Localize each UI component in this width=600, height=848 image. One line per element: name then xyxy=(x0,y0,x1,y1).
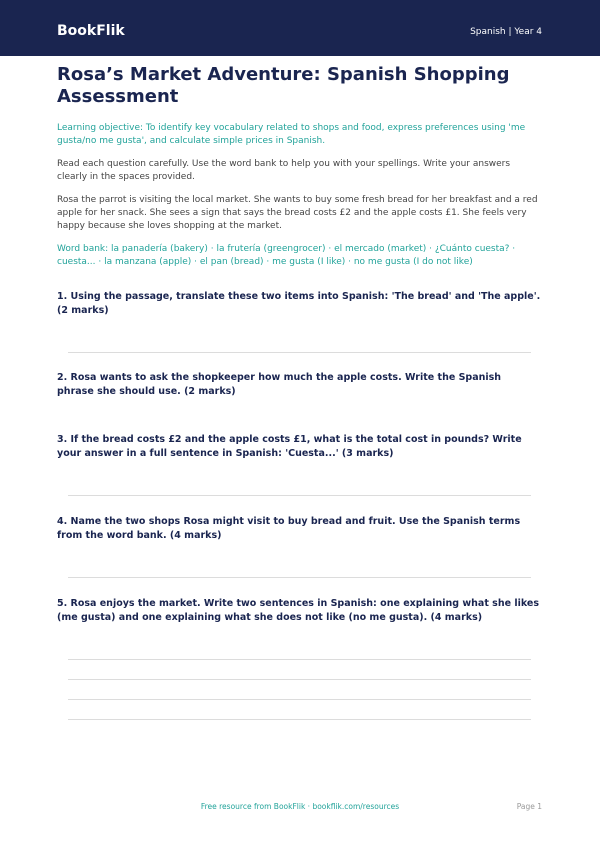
page-number: Page 1 xyxy=(516,802,542,811)
question-1: 1. Using the passage, translate these two items into Spanish: 'The bread' and 'The apple'. (2 marks) xyxy=(57,291,541,316)
question-3: 3. If the bread costs £2 and the apple costs £1, what is the total cost in pounds? Write your answer in a full sentence in Spanish: 'Cuesta...' (3 marks) xyxy=(57,434,522,459)
answer-line[interactable] xyxy=(68,659,531,660)
question-4: 4. Name the two shops Rosa might visit to buy bread and fruit. Use the Spanish terms from the word bank. (4 marks) xyxy=(57,516,521,541)
subject-year-label: Spanish | Year 4 xyxy=(470,27,542,37)
answer-line[interactable] xyxy=(68,679,531,680)
answer-line[interactable] xyxy=(68,577,531,578)
instructions-text: Read each question carefully. Use the word bank to help you with your spellings. Write your answers clearly in the spaces provided. xyxy=(57,159,511,182)
brand-logo: BookFlik xyxy=(57,23,125,39)
worksheet-intro xyxy=(57,64,541,269)
question-2: 2. Rosa wants to ask the shopkeeper how much the apple costs. Write the Spanish phrase she should use. (2 marks) xyxy=(57,372,502,397)
question-5: 5. Rosa enjoys the market. Write two sentences in Spanish: one explaining what she likes (me gusta) and one explaining what she does not like (no me gusta). (4 marks) xyxy=(57,598,540,623)
answer-line[interactable] xyxy=(68,699,531,700)
answer-line[interactable] xyxy=(68,495,531,496)
answer-line[interactable] xyxy=(68,352,531,353)
reading-passage: Rosa the parrot is visiting the local market. She wants to buy some fresh bread for her breakfast and a red apple for her snack. She sees a sign that says the bread costs £2 and the apple costs £1. She feels very happy because she loves shopping at the market. xyxy=(57,195,538,231)
page-title: Rosa’s Market Adventure: Spanish Shopping Assessment xyxy=(57,64,510,107)
footer-credit: Free resource from BookFlik · bookflik.com/resources xyxy=(200,802,400,811)
word-bank: Word bank: la panadería (bakery) · la frutería (greengrocer) · el mercado (market) · ¿Cuánto cuesta? · cuesta... · la manzana (apple) · el pan (bread) · me gusta (I like) · no me gusta (I do not like) xyxy=(57,244,516,267)
answer-line[interactable] xyxy=(68,719,531,720)
header-bar xyxy=(0,0,600,56)
learning-objective: Learning objective: To identify key vocabulary related to shops and food, express preferences using 'me gusta/no me gusta', and calculate simple prices in Spanish. xyxy=(57,123,526,146)
